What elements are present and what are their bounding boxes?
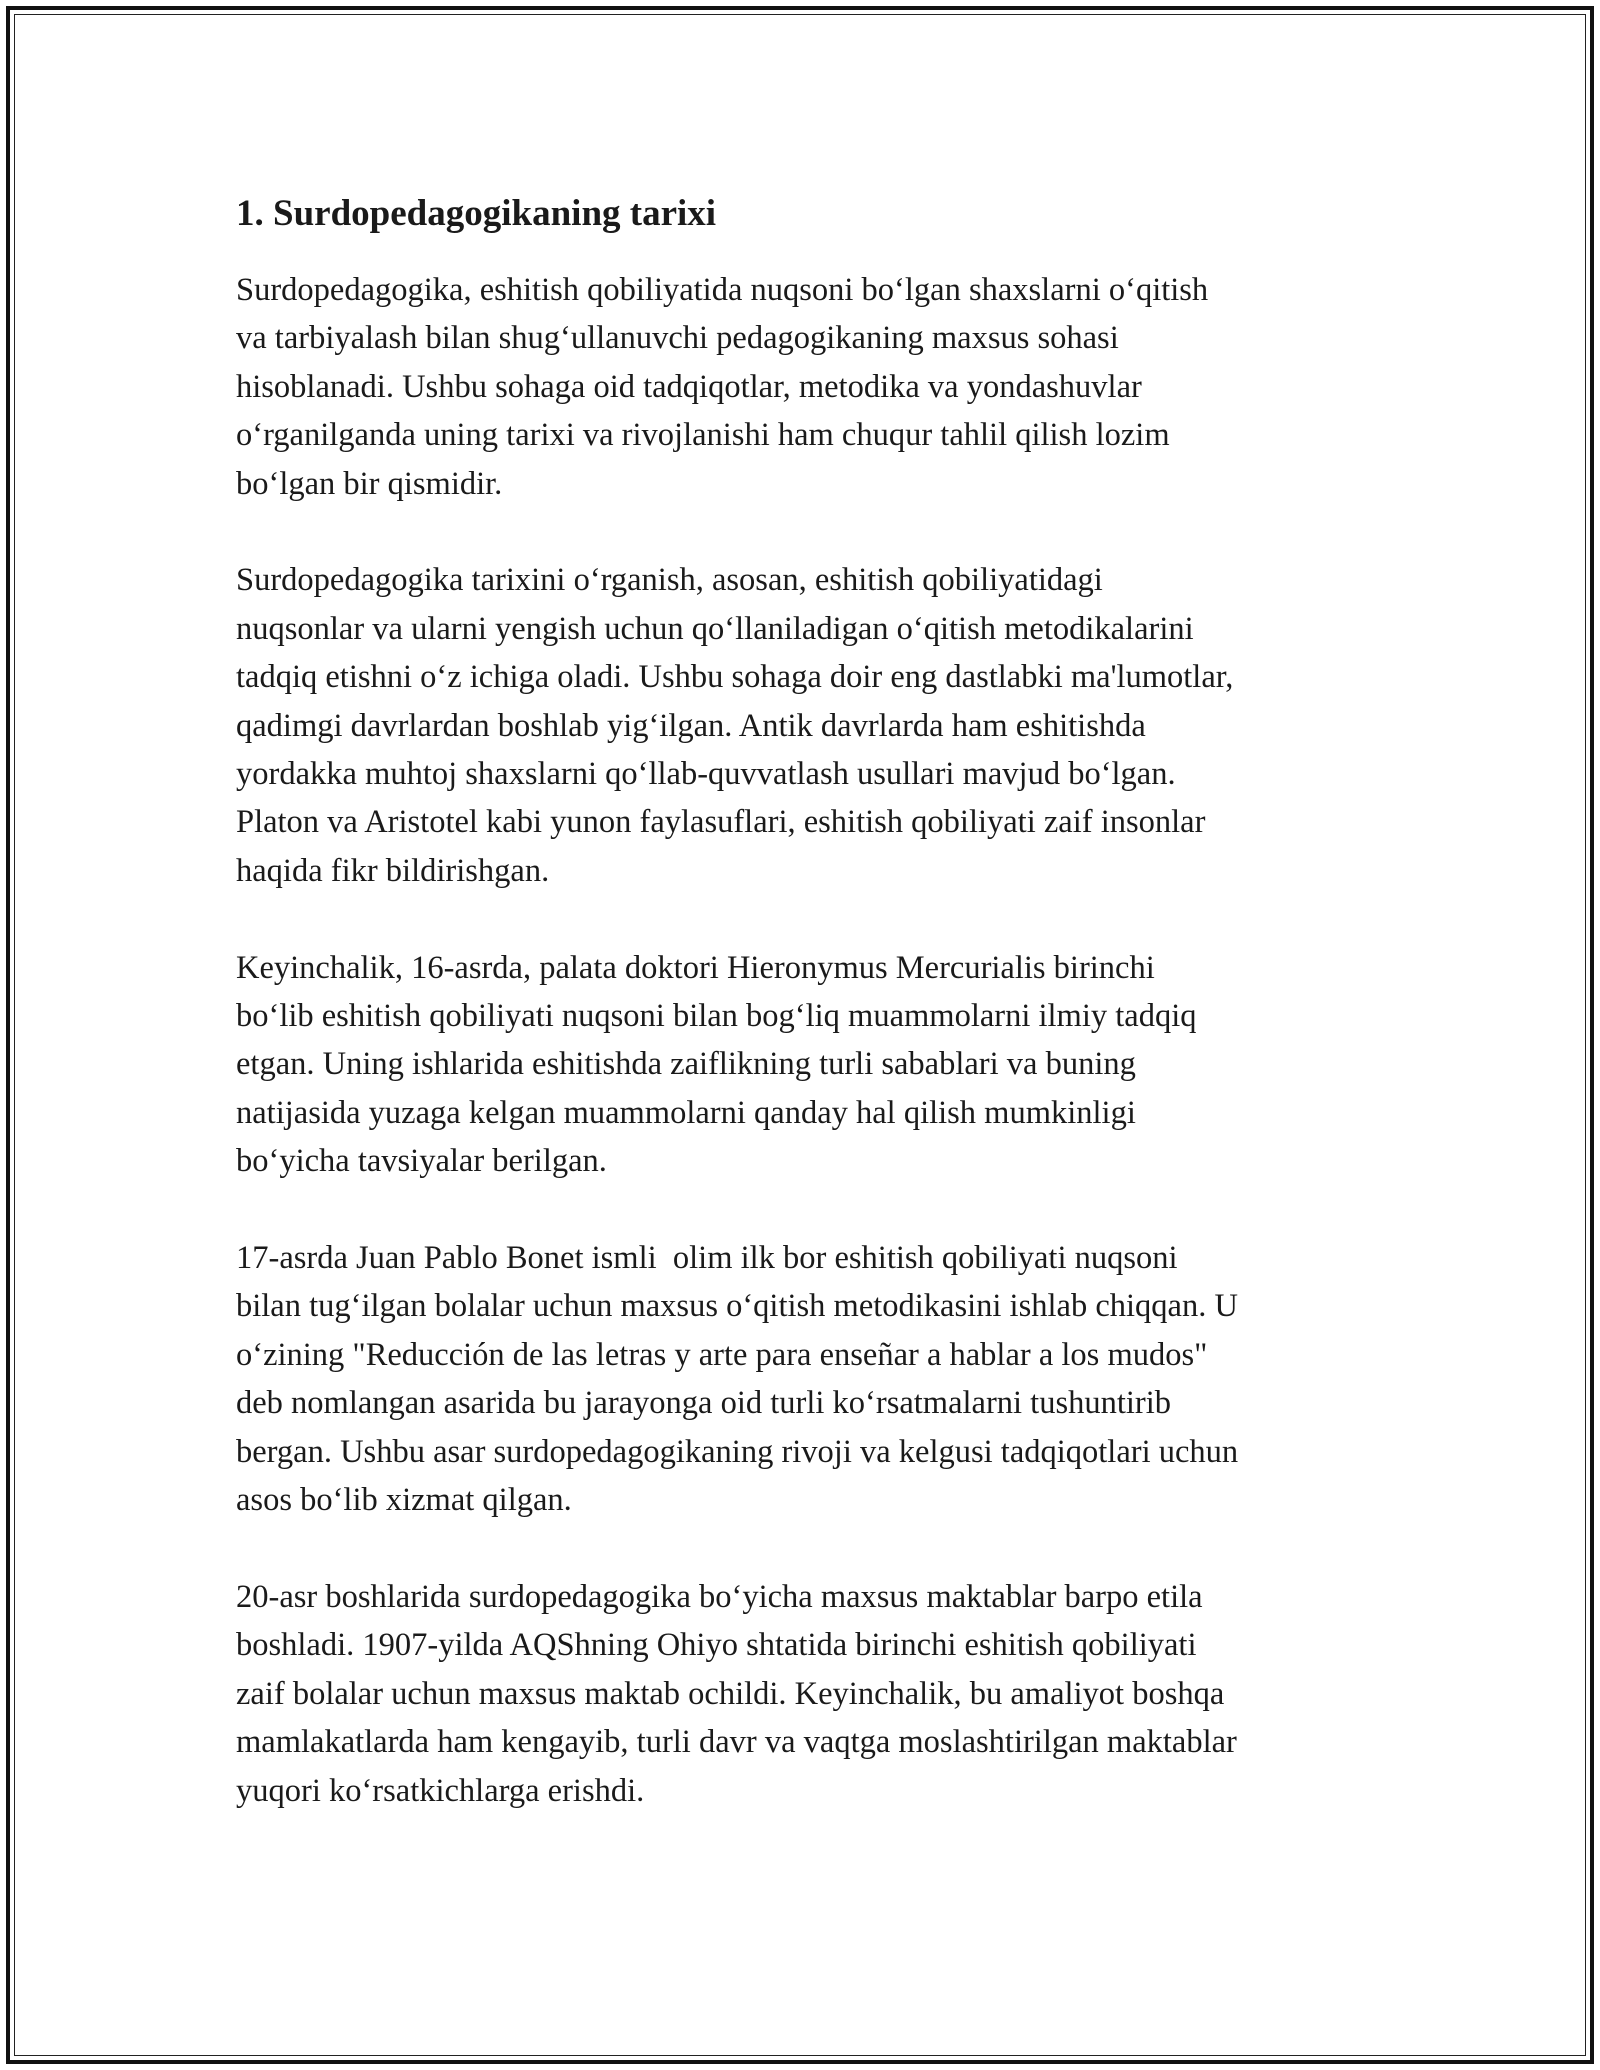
paragraph <box>236 266 1386 508</box>
paragraph-line: hisoblanadi. Ushbu sohaga oid tadqiqotlar, metodika va yondashuvlar <box>236 368 1142 405</box>
paragraph-line: bo‘lgan bir qismidir. <box>236 465 503 502</box>
paragraph-line: 17-asrda Juan Pablo Bonet ismli olim ilk bor eshitish qobiliyati nuqsoni <box>236 1240 1178 1277</box>
paragraph-line: 20-asr boshlarida surdopedagogika bo‘yicha maxsus maktablar barpo etila <box>236 1578 1203 1615</box>
paragraph-line: bo‘yicha tavsiyalar berilgan. <box>236 1143 607 1180</box>
paragraph-line: tadqiq etishni o‘z ichiga oladi. Ushbu sohaga doir eng dastlabki ma'lumotlar, <box>236 659 1234 696</box>
paragraph-line: yuqori ko‘rsatkichlarga erishdi. <box>236 1772 645 1809</box>
paragraph-line: etgan. Uning ishlarida eshitishda zaiflikning turli sabablari va buning <box>236 1046 1136 1083</box>
paragraph-line: boshladi. 1907-yilda AQShning Ohiyo shtatida birinchi eshitish qobiliyati <box>236 1627 1197 1664</box>
paragraph-line: mamlakatlarda ham kengayib, turli davr va vaqtga moslashtirilgan maktablar <box>236 1724 1237 1761</box>
paragraph-line: va tarbiyalash bilan shug‘ullanuvchi pedagogikaning maxsus sohasi <box>236 320 1119 357</box>
paragraph-line: bo‘lib eshitish qobiliyati nuqsoni bilan bog‘liq muammolarni ilmiy tadqiq <box>236 998 1197 1035</box>
paragraph-line: o‘zining "Reducción de las letras y arte para enseñar a hablar a los mudos" <box>236 1336 1208 1373</box>
paragraph-line: nuqsonlar va ularni yengish uchun qo‘llaniladigan o‘qitish metodikalarini <box>236 610 1194 647</box>
paragraph-line: Keyinchalik, 16-asrda, palata doktori Hieronymus Mercurialis birinchi <box>236 949 1155 986</box>
document-title: 1. Surdopedagogikaning tarixi <box>236 193 717 234</box>
paragraph <box>236 556 1386 895</box>
paragraph-line: Surdopedagogika tarixini o‘rganish, asosan, eshitish qobiliyatidagi <box>236 562 1103 599</box>
paragraph-line: yordakka muhtoj shaxslarni qo‘llab-quvvatlash usullari mavjud bo‘lgan. <box>236 756 1176 793</box>
paragraph-line: bilan tug‘ilgan bolalar uchun maxsus o‘qitish metodikasini ishlab chiqqan. U <box>236 1288 1238 1325</box>
paragraph-line: qadimgi davrlardan boshlab yig‘ilgan. Antik davrlarda ham eshitishda <box>236 707 1146 744</box>
paragraph-line: zaif bolalar uchun maxsus maktab ochildi. Keyinchalik, bu amaliyot boshqa <box>236 1675 1225 1712</box>
paragraph-list <box>236 266 1386 1815</box>
paragraph-line: o‘rganilganda uning tarixi va rivojlanishi ham chuqur tahlil qilish lozim <box>236 417 1170 454</box>
paragraph-line: deb nomlangan asarida bu jarayonga oid turli ko‘rsatmalarni tushuntirib <box>236 1385 1172 1422</box>
paragraph <box>236 1234 1386 1524</box>
document-body <box>236 188 1386 1863</box>
paragraph <box>236 944 1386 1186</box>
paragraph-line: asos bo‘lib xizmat qilgan. <box>236 1482 572 1519</box>
paragraph-line: bergan. Ushbu asar surdopedagogikaning rivoji va kelgusi tadqiqotlari uchun <box>236 1433 1239 1470</box>
paragraph-line: Platon va Aristotel kabi yunon faylasuflari, eshitish qobiliyati zaif insonlar <box>236 804 1206 841</box>
paragraph-line: natijasida yuzaga kelgan muammolarni qanday hal qilish mumkinligi <box>236 1094 1136 1131</box>
paragraph-line: Surdopedagogika, eshitish qobiliyatida nuqsoni bo‘lgan shaxslarni o‘qitish <box>236 272 1209 308</box>
paragraph <box>236 1573 1386 1815</box>
paragraph-line: haqida fikr bildirishgan. <box>236 852 550 889</box>
